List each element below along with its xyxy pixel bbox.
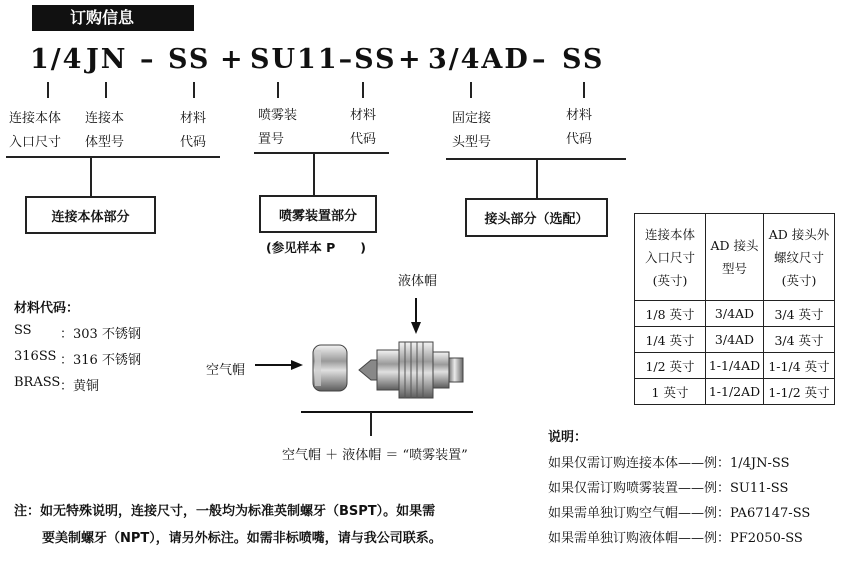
table-header-cell: AD 接头外 螺纹尺寸 (英寸) [764, 214, 835, 301]
air-cap-part [313, 345, 347, 391]
table-cell: 1 英寸 [635, 379, 706, 405]
code-inlet-size: 1/4 [30, 44, 84, 75]
code-dash: – [532, 44, 548, 75]
spray-catalog-note: (参见样本 P ) [266, 240, 366, 255]
code-adapter: 3/4AD [428, 44, 530, 75]
arrow-head [411, 322, 421, 334]
label-body-type: 连接本 体型号 [85, 111, 125, 150]
table-cell: 1-1/2 英寸 [764, 379, 835, 405]
bracket-line-spray [254, 152, 389, 154]
material-desc: ：316 不锈钢 [60, 353, 141, 368]
liquid-cap-label: 液体帽 [398, 274, 438, 289]
table-cell: 3/4 英寸 [764, 301, 835, 327]
note-line: 如果仅需订购喷雾装置——例：SU11-SS [548, 481, 789, 496]
table-cell: 1-1/4 英寸 [764, 353, 835, 379]
code-material-3: SS [562, 44, 605, 75]
spray-set-illustration [255, 290, 485, 420]
label-material-2: 材料 代码 [350, 108, 377, 147]
box-spray-part: 喷雾装置部分 [259, 195, 377, 233]
label-material-3: 材料 代码 [566, 108, 593, 147]
tick [47, 82, 49, 98]
table-cell: 1-1/4AD [706, 353, 764, 379]
tick [193, 82, 195, 98]
table-cell: 1-1/2AD [706, 379, 764, 405]
tick [583, 82, 585, 98]
box-joint-part: 接头部分（选配） [465, 198, 608, 237]
code-material-1: SS [168, 44, 211, 75]
code-dash: – [140, 44, 156, 75]
note-line: 如果需单独订购液体帽——例：PF2050-SS [548, 531, 803, 546]
table-cell: 1/2 英寸 [635, 353, 706, 379]
bracket-line-body [6, 156, 220, 158]
box-body-part: 连接本体部分 [25, 196, 156, 234]
liquid-cap-part [359, 342, 463, 398]
footnote-line-1: 注：如无特殊说明，连接尺寸，一般均为标准英制螺牙（BSPT）。如果需 [14, 504, 436, 519]
table-cell: 3/4 英寸 [764, 327, 835, 353]
tick [362, 82, 364, 98]
table-row [635, 379, 835, 405]
code-body-type: JN [86, 44, 128, 75]
tick [277, 82, 279, 98]
label-material-1: 材料 代码 [180, 111, 207, 150]
material-code: SS [14, 323, 32, 338]
label-fixed-joint: 固定接 头型号 [452, 111, 492, 150]
material-desc: ：303 不锈钢 [60, 327, 141, 342]
bracket-stem-body [90, 156, 92, 196]
air-cap-label: 空气帽 [206, 363, 246, 378]
note-line: 如果仅需订购连接本体——例：1/4JN-SS [548, 456, 790, 471]
figure-bracket-stem [370, 412, 372, 436]
tick [105, 82, 107, 98]
adapter-size-table [634, 213, 835, 405]
figure-caption: 空气帽 ＋ 液体帽 ＝ “喷雾装置” [282, 448, 468, 463]
table-row [635, 353, 835, 379]
table-row [635, 301, 835, 327]
table-cell: 1/8 英寸 [635, 301, 706, 327]
notes-title: 说明： [548, 430, 588, 445]
note-line: 如果需单独订购空气帽——例：PA67147-SS [548, 506, 811, 521]
label-body-inlet: 连接本体 入口尺寸 [9, 111, 62, 150]
order-info-header: 订购信息 [32, 5, 194, 31]
table-cell: 3/4AD [706, 327, 764, 353]
bracket-stem-joint [536, 158, 538, 198]
materials-title: 材料代码： [14, 301, 80, 316]
code-plus: + [398, 44, 423, 75]
table-cell: 3/4AD [706, 301, 764, 327]
table-header-row [635, 214, 835, 301]
footnote-line-2: 要美制螺牙（NPT），请另外标注。如需非标喷嘴，请与我公司联系。 [42, 531, 442, 546]
table-header-cell: AD 接头 型号 [706, 214, 764, 301]
code-spray-set: SU11–SS [250, 44, 397, 75]
material-code: BRASS [14, 375, 61, 390]
table-cell: 1/4 英寸 [635, 327, 706, 353]
material-desc: ：黄铜 [60, 379, 100, 394]
label-spray-no: 喷雾装 置号 [258, 108, 298, 147]
arrow-head [291, 360, 303, 370]
material-code: 316SS [14, 349, 57, 364]
table-header-cell: 连接本体 入口尺寸 (英寸) [635, 214, 706, 301]
table-row [635, 327, 835, 353]
code-plus: + [220, 44, 245, 75]
bracket-stem-spray [313, 152, 315, 195]
tick [470, 82, 472, 98]
